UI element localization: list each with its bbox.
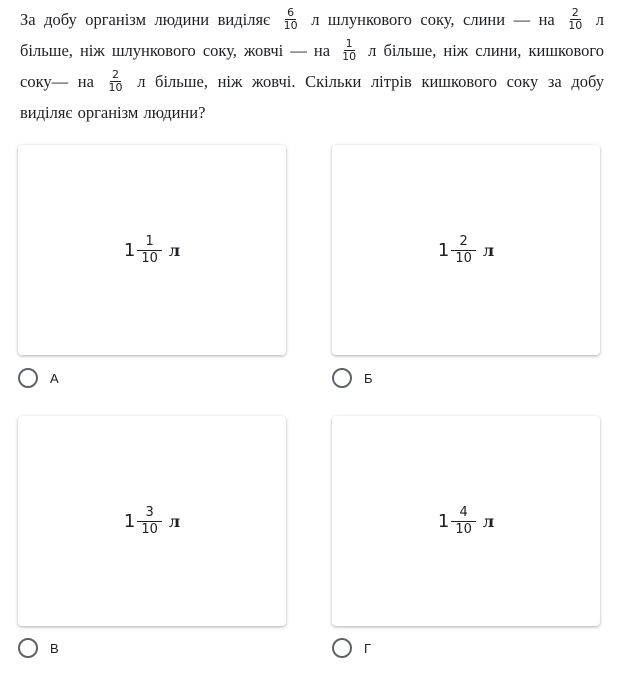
answer-unit: л bbox=[168, 240, 181, 260]
answer-numerator: 4 bbox=[451, 505, 476, 522]
answer-value bbox=[438, 505, 494, 538]
fraction-denominator: 10 bbox=[568, 18, 583, 32]
answer-value bbox=[124, 505, 180, 538]
fraction-denominator: 10 bbox=[108, 80, 123, 94]
radio-circle-icon[interactable] bbox=[18, 638, 38, 658]
answer-whole: 1 bbox=[437, 510, 450, 532]
option-label: А bbox=[50, 370, 59, 386]
question-part: л більше, ніж шлункового соку, жовчі — на bbox=[20, 10, 605, 60]
option-card-d[interactable] bbox=[332, 416, 600, 626]
answer-fraction bbox=[453, 505, 474, 538]
answer-unit: л bbox=[168, 511, 181, 531]
answer-whole: 1 bbox=[123, 239, 136, 261]
option-card-a[interactable] bbox=[18, 145, 286, 355]
answer-whole: 1 bbox=[437, 239, 450, 261]
fraction-denominator: 10 bbox=[342, 49, 357, 63]
fraction-numerator: 2 bbox=[571, 5, 579, 19]
answer-fraction bbox=[453, 234, 474, 267]
answer-unit: л bbox=[482, 511, 495, 531]
question-part: л більше, ніж слини, кишкового соку— на bbox=[20, 41, 604, 91]
fraction bbox=[107, 69, 125, 94]
answer-denominator: 10 bbox=[455, 250, 472, 266]
option-label: Б bbox=[364, 370, 373, 386]
answer-unit: л bbox=[482, 240, 495, 260]
option-label: Г bbox=[364, 640, 372, 656]
option-radio-b[interactable] bbox=[332, 368, 373, 388]
option-card-b[interactable] bbox=[332, 145, 600, 355]
question-part: За добу організм людини виділяє bbox=[20, 10, 271, 29]
answer-numerator: 1 bbox=[137, 234, 162, 251]
answer-value bbox=[438, 234, 494, 267]
question-text bbox=[20, 4, 604, 128]
radio-circle-icon[interactable] bbox=[332, 638, 352, 658]
fraction-numerator: 1 bbox=[345, 36, 353, 50]
question-part: л більше, ніж жовчі. Скільки літрів кишкового соку за добу виділяє організм людини? bbox=[20, 72, 604, 122]
option-radio-d[interactable] bbox=[332, 638, 371, 658]
answer-denominator: 10 bbox=[141, 521, 158, 537]
answer-numerator: 3 bbox=[137, 505, 162, 522]
radio-circle-icon[interactable] bbox=[18, 368, 38, 388]
answer-denominator: 10 bbox=[141, 250, 158, 266]
answer-denominator: 10 bbox=[455, 521, 472, 537]
answer-fraction bbox=[139, 505, 160, 538]
option-card-c[interactable] bbox=[18, 416, 286, 626]
fraction-denominator: 10 bbox=[283, 18, 298, 32]
question-part: л шлункового соку, слини — на bbox=[311, 10, 555, 29]
radio-circle-icon[interactable] bbox=[332, 368, 352, 388]
answer-whole: 1 bbox=[123, 510, 136, 532]
answer-numerator: 2 bbox=[451, 234, 476, 251]
fraction-numerator: 2 bbox=[112, 67, 120, 81]
answer-value bbox=[124, 234, 180, 267]
answer-fraction bbox=[139, 234, 160, 267]
option-radio-c[interactable] bbox=[18, 638, 59, 658]
fraction bbox=[566, 7, 584, 32]
option-label: В bbox=[50, 640, 59, 656]
fraction bbox=[340, 38, 358, 63]
fraction-numerator: 6 bbox=[287, 5, 295, 19]
fraction bbox=[282, 7, 300, 32]
option-radio-a[interactable] bbox=[18, 368, 59, 388]
